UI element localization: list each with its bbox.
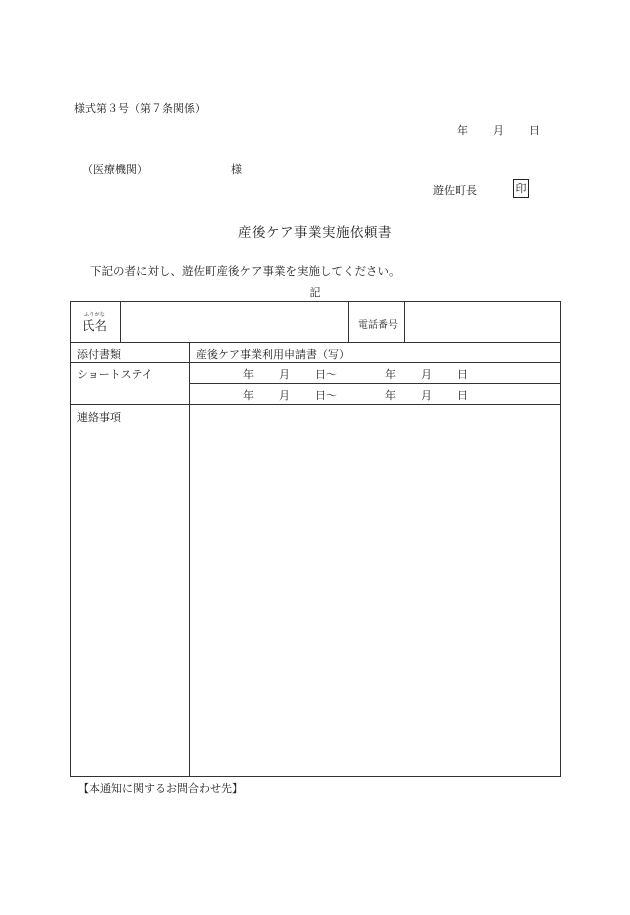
mayor-title: 遊佐町長 [433, 184, 477, 197]
attachment-label: 添付書類 [77, 348, 121, 361]
date-month: 月 [493, 124, 504, 137]
row-divider-period [189, 383, 560, 384]
col-divider-name-label [120, 302, 121, 342]
form-number: 様式第３号（第７条関係） [74, 102, 206, 115]
furigana-label: ふりがな [84, 312, 106, 318]
phone-field[interactable] [407, 304, 557, 340]
document-title: 産後ケア事業実施依頼書 [238, 225, 392, 241]
period-2-end-day: 日 [457, 389, 468, 402]
intro-text: 下記の者に対し、遊佐町産後ケア事業を実施してください。 [90, 264, 401, 278]
period-2-start-day: 日～ [315, 389, 337, 402]
col-divider-labels [189, 342, 190, 776]
period-2-start-month: 月 [279, 389, 290, 402]
inquiry-contact-heading: 【本通知に関するお問合わせ先】 [78, 782, 243, 795]
seal-box: 印 [513, 179, 529, 198]
period-1-start-year: 年 [243, 368, 254, 381]
row-divider-attachment [71, 362, 560, 363]
short-stay-label: ショートステイ [77, 368, 153, 381]
col-divider-phone-value [404, 302, 405, 342]
period-1-start-day: 日～ [315, 368, 337, 381]
period-1-end-day: 日 [457, 368, 468, 381]
name-field[interactable] [123, 304, 345, 340]
row-divider-name [71, 342, 560, 343]
attachment-value: 産後ケア事業利用申請書（写） [196, 348, 350, 361]
phone-label: 電話番号 [358, 320, 398, 331]
period-1-end-month: 月 [421, 368, 432, 381]
contact-notes-label: 連絡事項 [77, 411, 121, 424]
period-1-start-month: 月 [279, 368, 290, 381]
name-label: 氏名 [82, 318, 108, 333]
contact-notes-field[interactable] [192, 407, 557, 773]
honorific: 様 [231, 163, 242, 176]
period-2-end-month: 月 [421, 389, 432, 402]
ki-marker: 記 [309, 286, 321, 299]
institution-label: （医療機関） [82, 163, 148, 176]
period-2-end-year: 年 [385, 389, 396, 402]
date-day: 日 [529, 124, 540, 137]
col-divider-phone-label [348, 302, 349, 342]
row-divider-short-stay [71, 404, 560, 405]
period-2-start-year: 年 [243, 389, 254, 402]
request-form-table [70, 301, 561, 777]
period-1-end-year: 年 [385, 368, 396, 381]
date-year: 年 [457, 124, 468, 137]
